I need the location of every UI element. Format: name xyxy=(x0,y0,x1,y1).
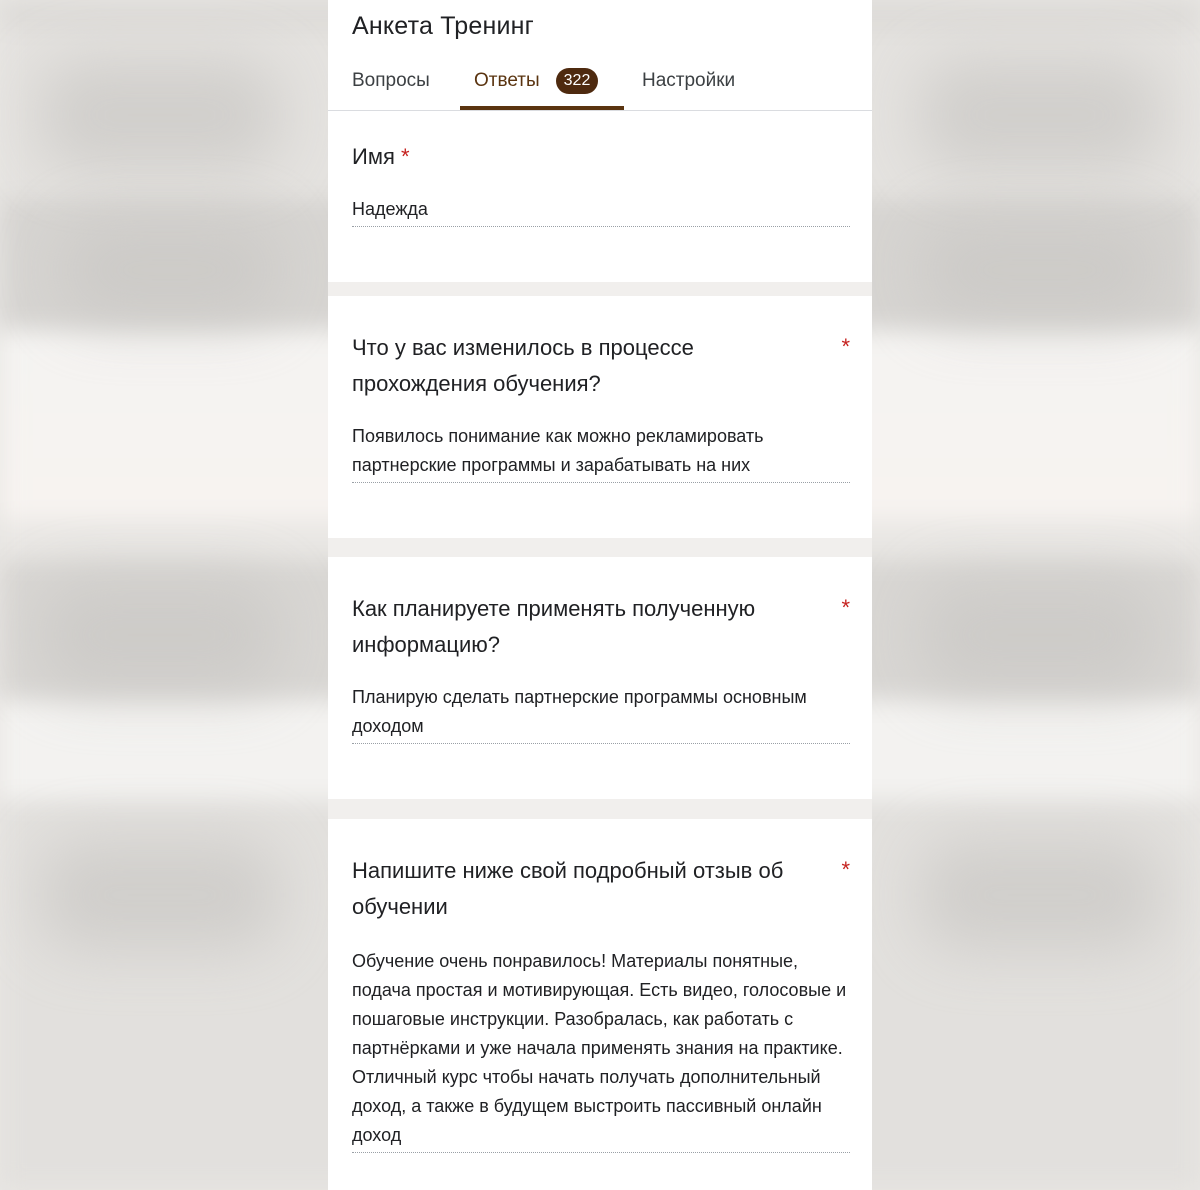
required-mark: * xyxy=(841,595,850,620)
required-mark: * xyxy=(841,334,850,359)
question-title: Как планируете применять полученную информацию? xyxy=(352,596,756,657)
required-mark: * xyxy=(400,144,410,169)
tab-questions[interactable] xyxy=(352,62,430,108)
question-card-name xyxy=(328,111,872,282)
tab-answers-label: Ответы xyxy=(474,70,540,91)
question-card-changes xyxy=(328,296,872,538)
form-header xyxy=(328,0,872,111)
blurred-background-shape xyxy=(40,580,280,690)
tab-settings-label: Настройки xyxy=(642,70,736,91)
question-title-text: Имя xyxy=(352,144,395,169)
form-title: Анкета Тренинг xyxy=(352,12,534,40)
question-card-application xyxy=(328,557,872,799)
blurred-background-shape xyxy=(40,840,280,950)
tab-settings[interactable] xyxy=(642,62,735,108)
blurred-background-shape xyxy=(40,60,280,170)
required-mark: * xyxy=(841,857,850,882)
tab-answers[interactable] xyxy=(460,62,624,110)
blurred-background-shape xyxy=(60,220,280,320)
answer-text: Планирую сделать партнерские программы основным доходом xyxy=(352,683,850,744)
question-title: Что у вас изменилось в процессе прохождения обучения? xyxy=(352,335,694,396)
blurred-background-shape xyxy=(920,580,1160,690)
tab-questions-label: Вопросы xyxy=(352,70,430,91)
answers-count-badge: 322 xyxy=(556,68,599,94)
tab-bar xyxy=(328,62,872,110)
answer-text: Надежда xyxy=(352,195,850,227)
question-card-review xyxy=(328,819,872,1190)
blurred-background-shape xyxy=(920,60,1160,170)
blurred-background-shape xyxy=(920,220,1160,320)
answer-text: Обучение очень понравилось! Материалы понятные, подача простая и мотивирующая. Есть видео, голосовые и пошаговые инструкции. Разобралась, как работать с партнёрками и уже начала применять знания на практике. Отличный курс чтобы начать получать дополнительный доход, а также в будущем выстроить пассивный онлайн доход xyxy=(352,947,850,1153)
form-responses-screen xyxy=(328,0,872,1190)
answer-text: Появилось понимание как можно рекламировать партнерские программы и зарабатывать на них xyxy=(352,422,850,483)
blurred-background-shape xyxy=(920,840,1160,950)
question-title: Напишите ниже свой подробный отзыв об обучении xyxy=(352,858,784,919)
question-title xyxy=(352,139,812,175)
